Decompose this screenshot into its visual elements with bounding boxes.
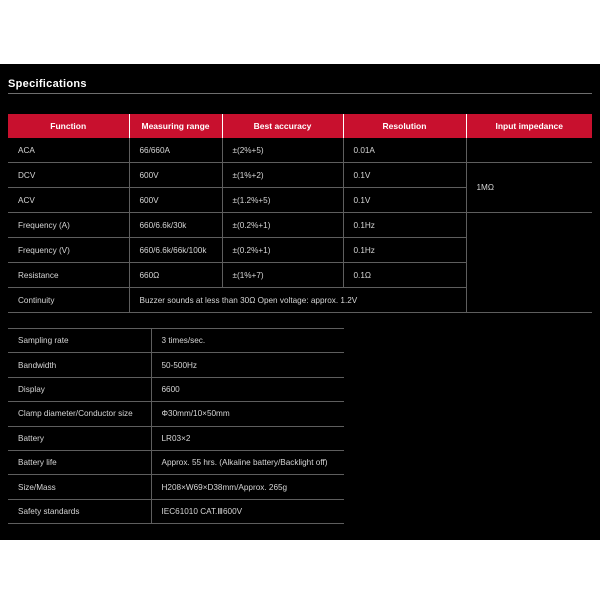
- accuracy-cell: ±(2%+5): [222, 138, 343, 163]
- range-cell: 600V: [129, 188, 222, 213]
- range-cell: 66/660A: [129, 138, 222, 163]
- table-row: [8, 402, 344, 426]
- continuity-description: Buzzer sounds at less than 30Ω Open voltage: approx. 1.2V: [129, 288, 466, 313]
- table-row: [8, 138, 592, 163]
- spec-value: 3 times/sec.: [151, 329, 344, 353]
- range-cell: 660/6.6k/66k/100k: [129, 238, 222, 263]
- spec-label: Battery life: [8, 450, 151, 474]
- resolution-cell: 0.01A: [343, 138, 466, 163]
- range-cell: 660Ω: [129, 263, 222, 288]
- resolution-cell: 0.1V: [343, 188, 466, 213]
- accuracy-cell: ±(0.2%+1): [222, 213, 343, 238]
- resolution-cell: 0.1Hz: [343, 213, 466, 238]
- resolution-cell: 0.1V: [343, 163, 466, 188]
- header-measuring-range: Measuring range: [129, 114, 222, 138]
- specifications-panel: [0, 64, 600, 540]
- spec-label: Safety standards: [8, 499, 151, 523]
- spec-label: Display: [8, 377, 151, 401]
- function-cell: Continuity: [8, 288, 129, 313]
- table-row: [8, 377, 344, 401]
- table-row: [8, 163, 592, 188]
- spec-label: Bandwidth: [8, 353, 151, 377]
- spec-table-header: [8, 114, 592, 138]
- header-best-accuracy: Best accuracy: [222, 114, 343, 138]
- function-cell: Resistance: [8, 263, 129, 288]
- spec-label: Clamp diameter/Conductor size: [8, 402, 151, 426]
- spec-value: IEC61010 CAT.Ⅲ600V: [151, 499, 344, 523]
- table-row: [8, 450, 344, 474]
- accuracy-cell: ±(1%+2): [222, 163, 343, 188]
- header-resolution: Resolution: [343, 114, 466, 138]
- impedance-cell-empty: [466, 213, 592, 313]
- other-specs-table: [8, 328, 344, 524]
- table-row: [8, 499, 344, 523]
- accuracy-cell: ±(1%+7): [222, 263, 343, 288]
- title-divider: [8, 93, 592, 94]
- spec-value: LR03×2: [151, 426, 344, 450]
- function-cell: Frequency (A): [8, 213, 129, 238]
- spec-value: Approx. 55 hrs. (Alkaline battery/Backlight off): [151, 450, 344, 474]
- table-row: [8, 475, 344, 499]
- table-row: [8, 353, 344, 377]
- spec-value: Φ30mm/10×50mm: [151, 402, 344, 426]
- header-function: Function: [8, 114, 129, 138]
- spec-table: [8, 114, 592, 313]
- table-row: [8, 213, 592, 238]
- spec-value: 50-500Hz: [151, 353, 344, 377]
- function-cell: DCV: [8, 163, 129, 188]
- impedance-cell: 1MΩ: [466, 163, 592, 213]
- table-row: [8, 426, 344, 450]
- function-cell: Frequency (V): [8, 238, 129, 263]
- page-title: Specifications: [8, 78, 87, 90]
- spec-label: Size/Mass: [8, 475, 151, 499]
- range-cell: 600V: [129, 163, 222, 188]
- accuracy-cell: ±(1.2%+5): [222, 188, 343, 213]
- table-row: [8, 329, 344, 353]
- header-input-impedance: Input impedance: [466, 114, 592, 138]
- spec-label: Sampling rate: [8, 329, 151, 353]
- function-cell: ACV: [8, 188, 129, 213]
- accuracy-cell: ±(0.2%+1): [222, 238, 343, 263]
- spec-value: H208×W69×D38mm/Approx. 265g: [151, 475, 344, 499]
- resolution-cell: 0.1Hz: [343, 238, 466, 263]
- range-cell: 660/6.6k/30k: [129, 213, 222, 238]
- resolution-cell: 0.1Ω: [343, 263, 466, 288]
- spec-value: 6600: [151, 377, 344, 401]
- impedance-cell-empty: [466, 138, 592, 163]
- function-cell: ACA: [8, 138, 129, 163]
- spec-label: Battery: [8, 426, 151, 450]
